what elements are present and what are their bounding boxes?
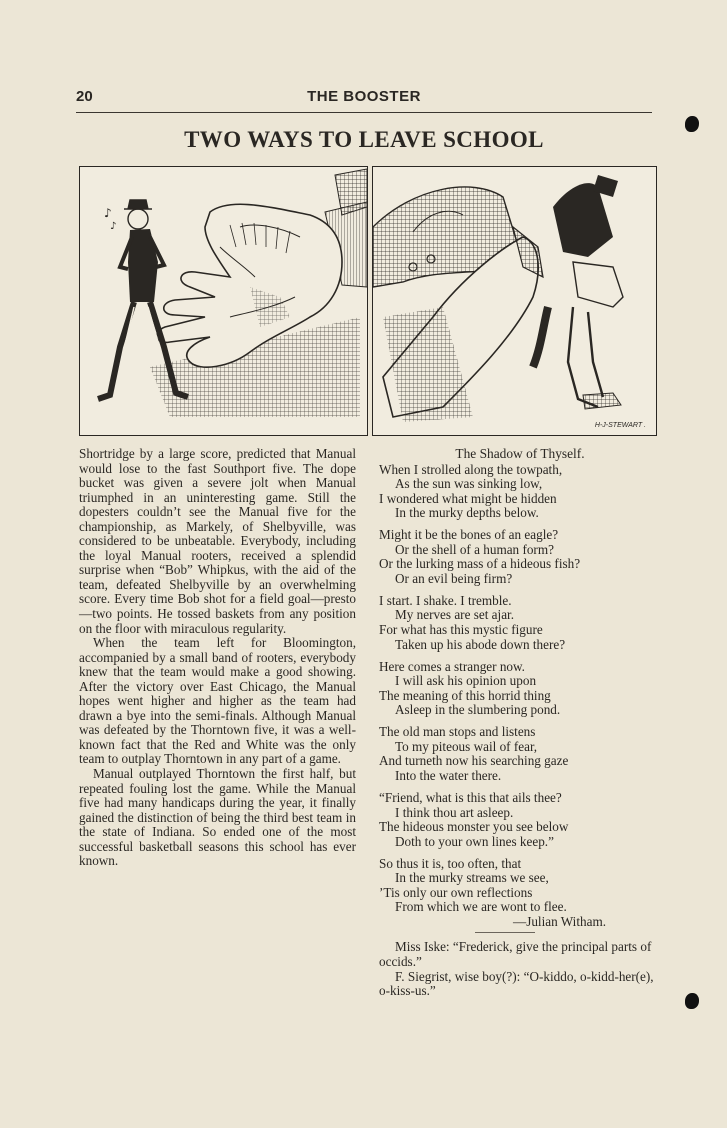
svg-text:♪: ♪	[104, 206, 112, 220]
cartoon-panel-left	[79, 166, 368, 436]
joke-line: Miss Iske: “Frederick, give the principal parts of occids.”	[379, 939, 652, 969]
poem-stanza	[379, 725, 661, 783]
poem-line: Might it be the bones of an eagle?	[379, 527, 559, 543]
poem-line: The old man stops and listens	[379, 724, 536, 740]
article-paragraph: When the team left for Bloomington, accompanied by a small band of rooters, everybody knew that the team would make a good showing. After the victory over East Chicago, the Manual hopes went higher and higher as the team had drawn a bye into the semi-finals. Although Manual was defeated by the Thorntown five, it was a well-known fact that the Red and White was the only team to outplay Thorntown in any part of a game.	[79, 635, 356, 767]
poem-line: I will ask his opinion upon	[395, 673, 537, 689]
cartoon-kicked-student	[373, 167, 656, 435]
header-rule	[76, 112, 652, 113]
poem-line: In the murky streams we see,	[395, 870, 549, 886]
poem-line: My nerves are set ajar.	[395, 607, 515, 623]
poem-author: —Julian Witham.	[513, 913, 606, 929]
poem-line: I think thou art asleep.	[395, 804, 514, 820]
poem-line: Asleep in the slumbering pond.	[395, 702, 561, 718]
poem-stanza	[379, 857, 661, 915]
artist-signature: H-J-STEWART .	[594, 422, 646, 429]
poem-line: ’Tis only our own reflections	[379, 884, 533, 900]
poem-line: Or the lurking mass of a hideous fish?	[379, 556, 581, 572]
poem-line: Into the water there.	[395, 767, 502, 783]
article-paragraph: Shortridge by a large score, predicted that Manual would lose to the fast Southport five. The dope bucket was given a severe jolt when Manual triumphed in an uninteresting game. Still the dopesters couldn’t see the Manual five for the championship, as Markely, of Shelbyville, was considered to be unbeatable. Everybody, including the loyal Manual rooters, received a splendid surprise when “Bob” Whipkus, with the aid of the team, defeated Shelbyville by an overwhelming score. Every time Bob shot for a field goal—presto—two points. He tossed baskets from any position on the floor with miraculous regularity.	[79, 446, 356, 636]
poem-line: “Friend, what is this that ails thee?	[379, 789, 562, 805]
article-title: TWO WAYS TO LEAVE SCHOOL	[184, 127, 544, 152]
ink-blot	[685, 116, 699, 132]
cartoon-walking-student	[80, 167, 367, 435]
section-divider	[475, 932, 535, 933]
article-column-right	[379, 447, 661, 1003]
poem-line: Or an evil being firm?	[395, 570, 513, 586]
joke-text	[379, 940, 661, 998]
poem-line: As the sun was sinking low,	[395, 476, 543, 492]
running-title: THE BOOSTER	[307, 88, 421, 105]
poem-line: The meaning of this horrid thing	[379, 687, 551, 703]
poem-line: Doth to your own lines keep.”	[395, 833, 554, 849]
poem-title: The Shadow of Thyself.	[455, 446, 585, 461]
poem-line: For what has this mystic figure	[379, 622, 543, 638]
poem-stanza	[379, 463, 661, 521]
poem-line: To my piteous wail of fear,	[395, 738, 538, 754]
poem-line: In the murky depths below.	[395, 505, 539, 521]
page-number: 20	[76, 88, 93, 105]
poem-line: And turneth now his searching gaze	[379, 753, 569, 769]
ink-blot	[685, 993, 699, 1009]
poem-stanza	[379, 791, 661, 849]
article-column-left	[79, 447, 356, 869]
poem-line: Or the shell of a human form?	[395, 541, 554, 557]
poem-line: Here comes a stranger now.	[379, 658, 525, 674]
poem-line: So thus it is, too often, that	[379, 855, 522, 871]
poem-line: The hideous monster you see below	[379, 819, 569, 835]
page-header	[76, 88, 652, 108]
svg-text:♪: ♪	[110, 221, 117, 232]
cartoon-panel-right	[372, 166, 657, 436]
poem-line: From which we are wont to flee.	[395, 899, 567, 915]
poem-line: Taken up his abode down there?	[395, 636, 566, 652]
poem-line: When I strolled along the towpath,	[379, 461, 563, 477]
poem-stanza	[379, 594, 661, 652]
article-paragraph: Manual outplayed Thorntown the first half, but repeated fouling lost the game. While the Manual five had many handicaps during the year, it finally gained the distinction of being the third best team in the state of Indiana. So ended one of the most successful basketball seasons this school has ever known.	[79, 766, 356, 869]
poem-stanza	[379, 660, 661, 718]
poem-line: I start. I shake. I tremble.	[379, 592, 512, 608]
poem-line: I wondered what might be hidden	[379, 490, 557, 506]
poem-stanza	[379, 528, 661, 586]
joke-line: F. Siegrist, wise boy(?): “O-kiddo, o-kidd-her(e), o-kiss-us.”	[379, 968, 654, 999]
